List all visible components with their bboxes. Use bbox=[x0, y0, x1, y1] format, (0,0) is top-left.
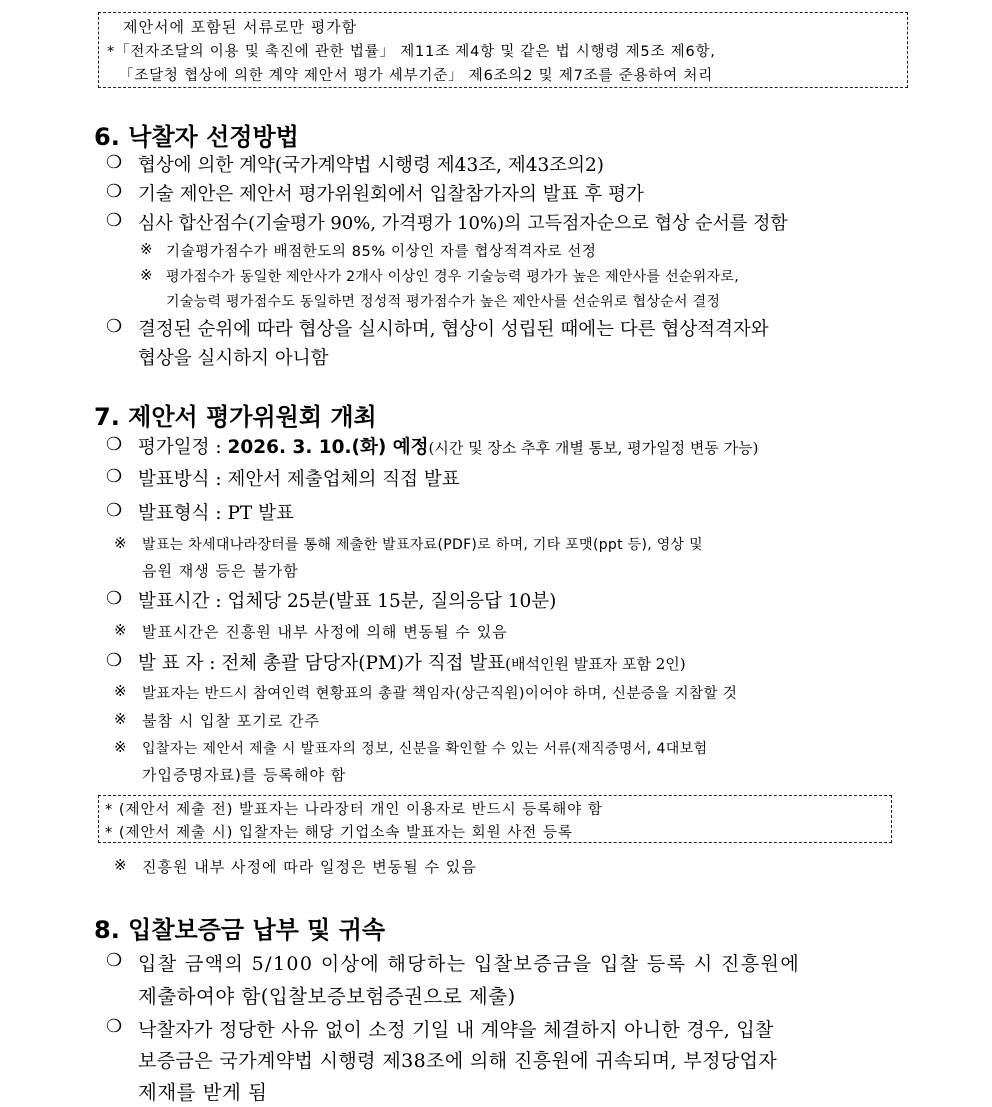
schedule-date: 2026. 3. 10.(화) 예정 bbox=[227, 437, 429, 458]
reference-mark-icon: ※ bbox=[114, 856, 127, 874]
s6-note-2b: 기술능력 평가점수도 동일하면 정성적 평가점수가 높은 제안사를 선순위로 협상순서 결정 bbox=[166, 294, 721, 310]
s7-presenter-note-3a: 입찰자는 제안서 제출 시 발표자의 정보, 신분을 확인할 수 있는 서류(재직증명서, 4대보험 bbox=[142, 741, 708, 757]
s6-note-2a: 평가점수가 동일한 제안사가 2개사 이상인 경우 기술능력 평가가 높은 제안사를 선순위자로, bbox=[166, 269, 739, 285]
s6-item-4a: 결정된 순위에 따라 협상을 실시하며, 협상이 성립된 때에는 다른 협상적격자와 bbox=[138, 319, 769, 340]
reference-mark-icon: ※ bbox=[114, 682, 127, 700]
s7-format-note-b: 음원 재생 등은 불가함 bbox=[142, 562, 299, 580]
s7-presenter bbox=[138, 649, 686, 675]
s7-method: 발표방식 : 제안서 제출업체의 직접 발표 bbox=[138, 469, 460, 490]
s7-time: 발표시간 : 업체당 25분(발표 15분, 질의응답 10분) bbox=[138, 591, 557, 612]
s7-presenter-note-3b: 가입증명자료)를 등록해야 함 bbox=[142, 766, 347, 784]
s6-item-4b: 협상을 실시하지 아니함 bbox=[138, 348, 329, 369]
s7-presenter-note-1: 발표자는 반드시 참여인력 현황표의 총괄 책임자(상근직원)이어야 하며, 신분증을 지참할 것 bbox=[142, 686, 738, 702]
circle-bullet-icon: ❍ bbox=[106, 466, 123, 487]
box-registration-line-2: * (제안서 제출 시) 입찰자는 해당 기업소속 발표자는 회원 사전 등록 bbox=[105, 825, 573, 841]
circle-bullet-icon: ❍ bbox=[106, 316, 123, 337]
circle-bullet-icon: ❍ bbox=[106, 588, 123, 609]
presenter-note: (배석인원 발표자 포함 2인) bbox=[505, 655, 686, 673]
s6-note-1: 기술평가점수가 배점한도의 85% 이상인 자를 협상적격자로 선정 bbox=[166, 244, 597, 260]
s6-item-3: 심사 합산점수(기술평가 90%, 가격평가 10%)의 고득점자순으로 협상 순서를 정함 bbox=[138, 213, 788, 234]
s8-item-2a: 낙찰자가 정당한 사유 없이 소정 기일 내 계약을 체결하지 아니한 경우, 입찰 bbox=[138, 1019, 774, 1041]
presenter-main: 발 표 자 : 전체 총괄 담당자(PM)가 직접 발표 bbox=[138, 653, 506, 674]
circle-bullet-icon: ❍ bbox=[106, 500, 123, 521]
reference-mark-icon: ※ bbox=[114, 710, 127, 728]
schedule-label: 평가일정 : bbox=[138, 437, 228, 458]
box-text-line-2: *「전자조달의 이용 및 촉진에 관한 법률」 제11조 제4항 및 같은 법 시행령 제5조 제6항, bbox=[107, 44, 716, 60]
s7-format-note-a: 발표는 차세대나라장터를 통해 제출한 발표자료(PDF)로 하며, 기타 포맷(ppt 등), 영상 및 bbox=[142, 537, 703, 553]
box-text-line-1: 제안서에 포함된 서류로만 평가함 bbox=[123, 18, 358, 36]
box-registration-line-1: * (제안서 제출 전) 발표자는 나라장터 개인 이용자로 반드시 등록해야 함 bbox=[105, 802, 603, 818]
s6-item-2: 기술 제안은 제안서 평가위원회에서 입찰참가자의 발표 후 평가 bbox=[138, 184, 644, 205]
s7-schedule bbox=[138, 433, 758, 459]
s8-item-1b: 제출하여야 함(입찰보증보험증권으로 제출) bbox=[138, 985, 516, 1008]
section-6-title: 6. 낙찰자 선정방법 bbox=[94, 123, 299, 151]
s6-item-1: 협상에 의한 계약(국가계약법 시행령 제43조, 제43조의2) bbox=[138, 155, 604, 176]
s7-presenter-note-2: 불참 시 입찰 포기로 간주 bbox=[142, 712, 320, 730]
reference-mark-icon: ※ bbox=[114, 738, 127, 756]
s8-item-2c: 제재를 받게 됨 bbox=[138, 1081, 268, 1104]
circle-bullet-icon: ❍ bbox=[106, 152, 123, 173]
reference-mark-icon: ※ bbox=[114, 534, 127, 552]
section-7-title: 7. 제안서 평가위원회 개최 bbox=[94, 403, 377, 431]
schedule-note: (시간 및 장소 추후 개별 통보, 평가일정 변동 가능) bbox=[428, 439, 759, 457]
s7-format: 발표형식 : PT 발표 bbox=[138, 503, 294, 524]
section-8-title: 8. 입찰보증금 납부 및 귀속 bbox=[94, 916, 386, 944]
reference-mark-icon: ※ bbox=[140, 240, 153, 258]
registration-notice-box bbox=[98, 795, 892, 843]
circle-bullet-icon: ❍ bbox=[106, 650, 123, 671]
circle-bullet-icon: ❍ bbox=[106, 950, 123, 971]
circle-bullet-icon: ❍ bbox=[106, 434, 123, 455]
s7-time-note: 발표시간은 진흥원 내부 사정에 의해 변동될 수 있음 bbox=[142, 623, 508, 641]
circle-bullet-icon: ❍ bbox=[106, 210, 123, 231]
reference-mark-icon: ※ bbox=[114, 621, 127, 639]
circle-bullet-icon: ❍ bbox=[106, 1016, 123, 1037]
s8-item-1a: 입찰 금액의 5/100 이상에 해당하는 입찰보증금을 입찰 등록 시 진흥원에 bbox=[138, 953, 801, 975]
reference-mark-icon: ※ bbox=[140, 266, 153, 284]
circle-bullet-icon: ❍ bbox=[106, 181, 123, 202]
box-text-line-3: 「조달청 협상에 의한 계약 제안서 평가 세부기준」 제6조의2 및 제7조를 준용하여 처리 bbox=[119, 68, 713, 84]
s7-final-note: 진흥원 내부 사정에 따라 일정은 변동될 수 있음 bbox=[142, 858, 477, 876]
s8-item-2b: 보증금은 국가계약법 시행령 제38조에 의해 진흥원에 귀속되며, 부정당업자 bbox=[138, 1050, 778, 1072]
legal-basis-box bbox=[98, 12, 908, 88]
